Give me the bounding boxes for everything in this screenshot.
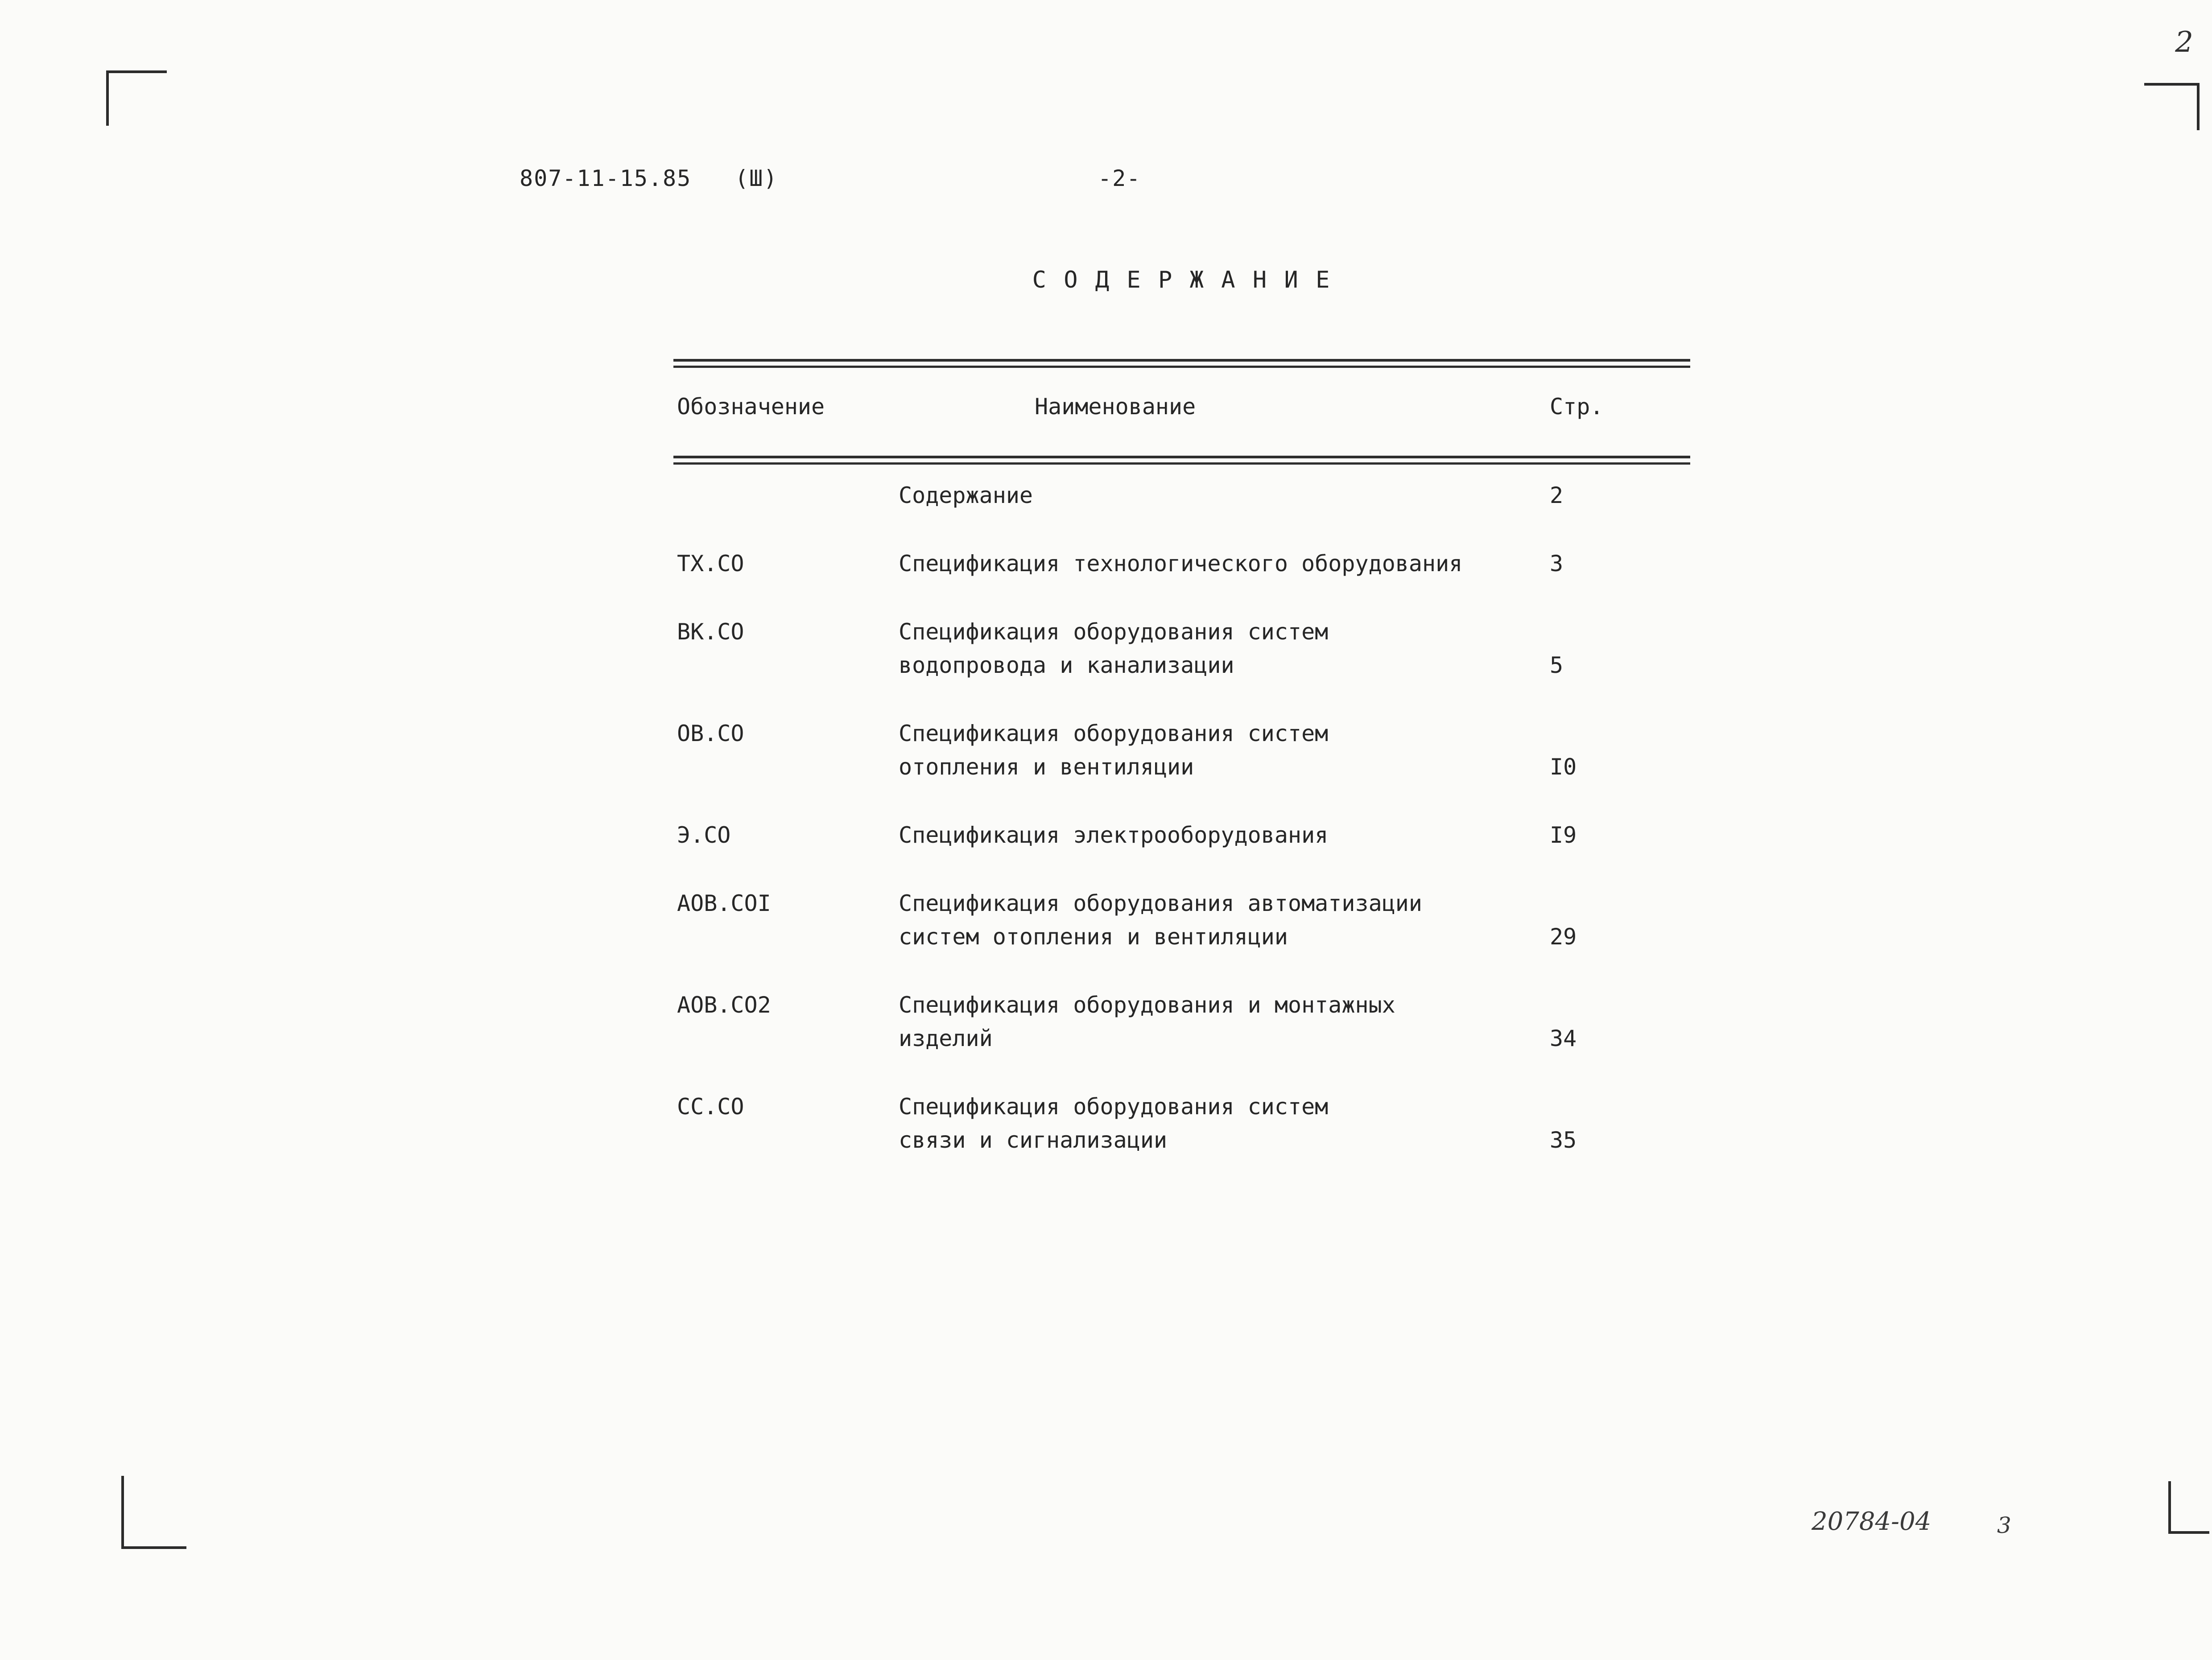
row-name xyxy=(899,479,1550,512)
row-name xyxy=(899,717,1550,784)
row-page: 3 xyxy=(1550,551,1564,577)
row-name-line: связи и сигнализации xyxy=(899,1127,1168,1153)
row-name xyxy=(899,547,1550,581)
row-designation: Э.СО xyxy=(677,822,731,848)
crop-mark-bottom-right xyxy=(2168,1481,2209,1534)
row-designation: СС.СО xyxy=(677,1094,744,1120)
table-row xyxy=(673,615,1690,682)
row-name xyxy=(899,887,1550,954)
row-page: 5 xyxy=(1550,652,1564,678)
row-name-line: Спецификация электрооборудования xyxy=(899,822,1329,848)
row-designation: ТХ.СО xyxy=(677,551,744,577)
row-name-line: отопления и вентиляции xyxy=(899,754,1194,780)
row-designation: ВК.СО xyxy=(677,619,744,645)
row-name xyxy=(899,989,1550,1055)
crop-mark-bottom-left xyxy=(121,1476,186,1549)
corner-page-number: 2 xyxy=(2175,26,2193,59)
row-name-line: Спецификация оборудования и монтажных xyxy=(899,992,1395,1018)
toc-header-designation: Обозначение xyxy=(677,394,825,420)
table-row xyxy=(673,1090,1690,1157)
row-page: 2 xyxy=(1550,482,1564,508)
table-row xyxy=(673,479,1690,512)
row-name-line: водопровода и канализации xyxy=(899,652,1234,678)
row-name xyxy=(899,615,1550,682)
row-designation: ОВ.СО xyxy=(677,721,744,746)
toc-rule-under-header xyxy=(673,456,1690,465)
row-name-line: Спецификация оборудования систем xyxy=(899,721,1329,746)
crop-mark-top-left xyxy=(106,70,167,126)
toc-header-row xyxy=(673,390,1690,424)
row-name-line: Спецификация технологического оборудования xyxy=(899,551,1463,577)
row-name-line: Спецификация оборудования систем xyxy=(899,619,1329,645)
toc-rule-top xyxy=(673,359,1690,368)
row-designation: АОВ.СО2 xyxy=(677,992,771,1018)
footer-stamp: 20784-04 xyxy=(1812,1507,1931,1536)
toc-rows xyxy=(673,479,1690,1157)
page-title: С О Д Е Р Ж А Н И Е xyxy=(1032,267,1332,293)
doc-series-mark: (Ш) xyxy=(735,165,778,191)
row-name xyxy=(899,1090,1550,1157)
toc-header-page: Стр. xyxy=(1550,394,1604,420)
row-page: I9 xyxy=(1550,822,1577,848)
row-name-line: Содержание xyxy=(899,482,1033,508)
row-name xyxy=(899,819,1550,852)
table-row xyxy=(673,717,1690,784)
page-header-number: -2- xyxy=(1098,165,1141,191)
footer-page-number: 3 xyxy=(1997,1512,2011,1538)
table-row xyxy=(673,989,1690,1055)
row-name-line: систем отопления и вентиляции xyxy=(899,924,1288,950)
toc-table xyxy=(673,359,1690,1192)
table-row xyxy=(673,547,1690,581)
crop-mark-top-right xyxy=(2144,83,2200,130)
row-name-line: Спецификация оборудования систем xyxy=(899,1094,1329,1120)
row-page: 34 xyxy=(1550,1026,1577,1051)
row-page: 29 xyxy=(1550,924,1577,950)
row-page: 35 xyxy=(1550,1127,1577,1153)
row-page: I0 xyxy=(1550,754,1577,780)
table-row xyxy=(673,819,1690,852)
toc-header-name: Наименование xyxy=(1035,394,1196,420)
row-name-line: Спецификация оборудования автоматизации xyxy=(899,890,1422,916)
row-designation: АОВ.СОI xyxy=(677,890,771,916)
row-name-line: изделий xyxy=(899,1026,993,1051)
doc-number: 807-11-15.85 xyxy=(520,165,692,191)
table-row xyxy=(673,887,1690,954)
